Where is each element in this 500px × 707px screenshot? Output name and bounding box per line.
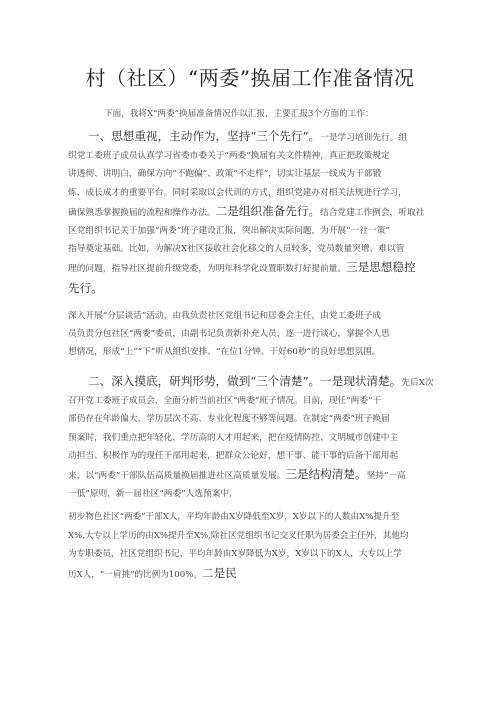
subheading: 三是思想稳控 [346,260,416,275]
subheading: 二是民 [202,565,237,580]
text-line: 历X人，“一肩挑”的比例为100%。二是民 [68,565,237,580]
text-line: 炼、成长成才的重要平台。同时采取以会代训的方式，组织党建办对相关法规进行学习， [68,187,407,198]
intro-text: 下面，我将X“两委”换届准备情况作以汇报，主要汇报3个方面的工作： [104,109,374,119]
text-line: 理的问题，指导社区提前升级党委，为明年科学化设置职数打好提前量。三是思想稳控 [68,260,416,275]
text-line: 指导奠定基础。比如，为解决X社区接收社会化移交的人员较多，党员数量突增、难以管 [68,244,405,255]
text-line: 为专职委员，社区党组织书记，平均年龄由X岁降低为X岁，X岁以下的X人，大专以上学 [68,549,402,560]
section-2-heading: 二、深入摸底，研判形势，做到“三个清楚”。 [88,374,321,388]
text-line: 讲透彻、讲明白，确保方向“不跑偏”、政策“不走样”，切实让基层一线成为干部锻 [68,169,382,180]
page-title: 村（社区）“两委”换届工作准备情况 [85,66,415,90]
text-line: 织党工委班子成员认真学习省委市委关于“两委”换届有关文件精神，真正把政策规定 [68,151,390,162]
text-line: 确保熟悉掌握换届的流程和操作办法。二是组织准备先行。结合党建工作例会，听取社 [68,203,425,218]
subheading: 一是现状清楚。 [320,374,402,388]
subheading: 二是组织准备先行。 [215,203,321,218]
text-line: 想情况，形成“上”“下”听从组织安排、“在位1分钟、干好60秒”的良好思想氛围。 [68,347,381,358]
section-1-heading: 一、思想重视，主动作为，坚持“三个先行”。 [88,129,321,143]
section-2-continued [68,508,436,584]
text-line: 员负责分包社区“两委”委员，由副书记负责新补充人员，逐一进行谈心，掌握个人思 [68,329,390,340]
text-line: 动担当、积极作为的现任干部用起来，把群众公论好，想干事、能干事的后备干部用起 [68,450,399,461]
subheading: 先行。 [68,280,103,295]
text-line: 预案时，我们重点把年轻化、学历高的人才用起来，把在疫情防控、文明城市创建中主 [68,432,399,443]
subheading: 三是结构清楚。 [285,467,367,482]
text-line: 深入开展“分层谈话”活动，由我负责社区党组书记和居委会主任，由党工委班子成 [68,311,381,321]
section-1-line-1: 一、思想重视，主动作为，坚持“三个先行”。一是学习培训先行。组 [88,129,408,143]
section-2-line-1: 二、深入摸底，研判形势，做到“三个清楚”。一是现状清楚。先后X次 [88,374,434,388]
section-1-continued [68,307,436,362]
text-line: 部仍存在年龄偏大、学历层次不高、专业化程度不够等问题。在制定“两委”班子换届 [68,414,390,425]
section-2 [68,372,436,503]
text-line: 召开党工委班子成员会，全面分析当前社区“两委”班子情况。目前，现任“两委”干 [68,396,382,407]
section-1 [68,127,436,299]
text-line: 来，以“两委”干部队伍高质量换届推进社区高质量发展。三是结构清楚。坚持“一高 [68,467,406,482]
text-line: 区党组织书记关于加强“两委”班子建设汇报，突出解决实际问题，为开展“一社一策” [68,226,390,237]
text-line [68,279,436,299]
text-line: 初步物色社区“两委”干部X人，平均年龄由X岁降低至X岁，X岁以下的人数由X%提升至 [68,512,400,522]
text-line: 一低”原则，新一届社区“两委”人选预案中， [68,489,238,500]
text-line: X%,大专以上学历的由X%提升至X%,除社区党组织书记交叉任职为居委会主任外，其他均 [68,530,409,541]
